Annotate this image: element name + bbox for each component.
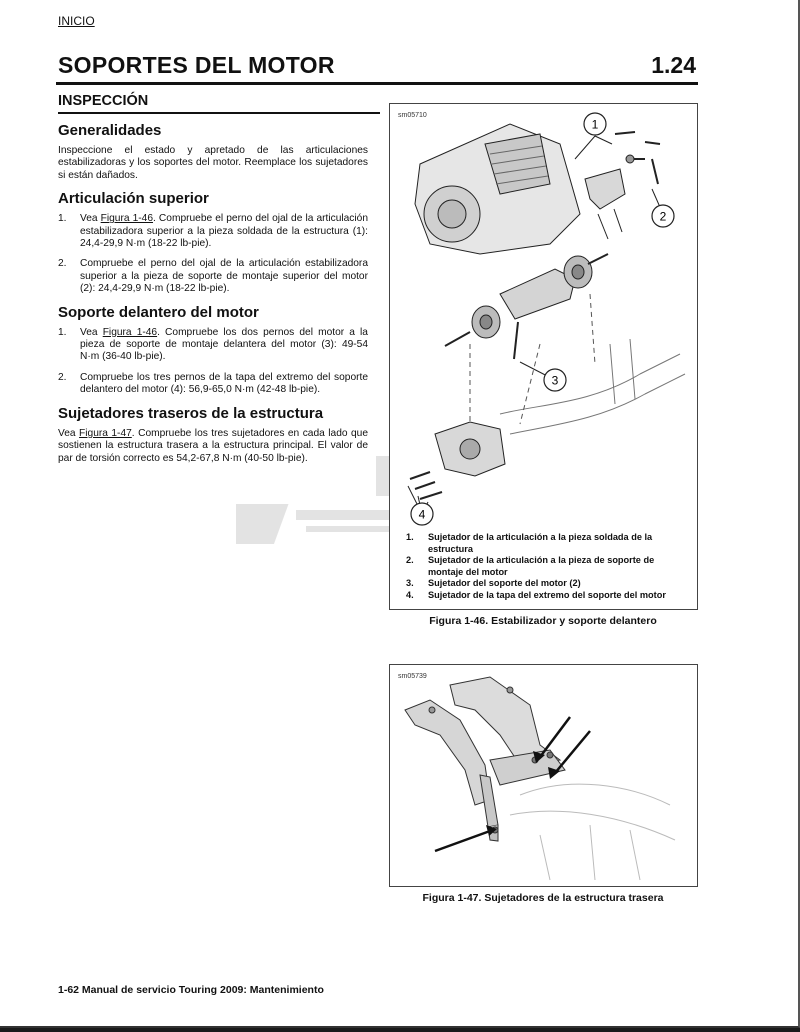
figure-legend — [406, 532, 691, 601]
item-number: 1. — [58, 326, 67, 338]
legend-number: 2. — [406, 555, 414, 565]
legend-text: Sujetador de la articulación a la pieza de soporte de montaje del motor — [428, 555, 655, 577]
item-number: 1. — [58, 213, 67, 225]
legend-text: Sujetador del soporte del motor (2) — [428, 578, 581, 588]
callout-4-label: 4 — [418, 507, 426, 522]
figure-code: sm05710 — [398, 112, 427, 119]
callout-3-label: 3 — [551, 373, 559, 388]
item-text: . Compruebe los dos pernos del motor a la pieza de soporte de montaje delantera del motor (3): 49-54 N·m (36-40 lb-pie). — [80, 326, 368, 363]
callout-1-label: 1 — [591, 117, 599, 132]
legend-item — [406, 555, 691, 578]
legend-number: 4. — [406, 589, 414, 600]
text-body: . Compruebe los tres sujetadores en cada lado que sostienen la estructura trasera a la estructura principal. El valor de par de torsión correcto es 54,2-67,8 N·m (40-50 lb-pie). — [58, 427, 368, 464]
front-mount-heading: Soporte delantero del motor — [58, 303, 259, 321]
legend-number: 1. — [406, 532, 414, 542]
title-bar — [56, 52, 698, 85]
home-link[interactable]: INICIO — [58, 14, 95, 28]
figure-1-47 — [389, 664, 698, 887]
figure-link[interactable]: Figura 1-47 — [79, 427, 132, 439]
list-item — [58, 372, 368, 397]
legend-number: 3. — [406, 578, 414, 588]
text-prefix: Vea — [58, 427, 80, 439]
section-heading: INSPECCIÓN — [58, 93, 380, 114]
item-number: 2. — [58, 371, 67, 383]
text-column — [58, 93, 368, 473]
rear-frame-illustration — [390, 665, 695, 884]
figure-1-46 — [389, 103, 698, 610]
figure-link[interactable]: Figura 1-46 — [100, 213, 154, 225]
callout-2-label: 2 — [659, 209, 667, 224]
item-text: . Compruebe el perno del ojal de la articulación estabilizadora superior a la pieza soldada de la estructura (1): 24,4-29,9 N·m (18-22 lb-pie). — [80, 213, 368, 250]
callout-1 — [584, 113, 606, 135]
general-heading: Generalidades — [58, 122, 162, 139]
list-item — [58, 327, 368, 364]
legend-item — [406, 532, 691, 555]
legend-text: Sujetador de la articulación a la pieza soldada de la estructura — [428, 532, 653, 554]
item-number: 2. — [58, 258, 67, 270]
figure-1-46-caption: Figura 1-46. Estabilizador y soporte delantero — [429, 615, 657, 627]
figure-code: sm05739 — [398, 673, 427, 680]
page-footer: 1-62 Manual de servicio Touring 2009: Mantenimiento — [58, 984, 324, 996]
general-text: Inspeccione el estado y apretado de las articulaciones estabilizadoras y los soportes del motor. Reemplace los sujetadores si están dañados. — [58, 145, 368, 181]
page-title: SOPORTES DEL MOTOR — [58, 52, 335, 78]
section-number: 1.24 — [651, 52, 696, 78]
callout-4 — [411, 503, 433, 525]
item-prefix: Vea — [80, 326, 103, 338]
legend-item — [406, 578, 691, 590]
figure-1-47-caption: Figura 1-47. Sujetadores de la estructura trasera — [422, 892, 664, 904]
upper-link-heading: Articulación superior — [58, 190, 209, 208]
callout-2 — [652, 205, 674, 227]
engine-mount-illustration — [390, 104, 695, 529]
legend-item — [406, 590, 691, 602]
legend-text: Sujetador de la tapa del extremo del soporte del motor — [428, 589, 666, 600]
rear-fasteners-heading: Sujetadores traseros de la estructura — [58, 404, 324, 422]
arrow-lower — [435, 825, 497, 851]
figure-link[interactable]: Figura 1-46 — [102, 326, 158, 338]
item-text: Compruebe los tres pernos de la tapa del extremo del soporte delantero del motor (4): 56,9-65,0 N·m (42-48 lb-pie). — [80, 371, 368, 396]
callout-3 — [544, 369, 566, 391]
list-item — [58, 213, 368, 250]
list-item — [58, 258, 368, 295]
item-text: Compruebe el perno del ojal de la articulación estabilizadora superior a la pieza de soporte de montaje superior del motor (2): 24,4-29,9 N·m (18-22 lb-pie). — [80, 258, 368, 295]
item-prefix: Vea — [80, 213, 101, 225]
